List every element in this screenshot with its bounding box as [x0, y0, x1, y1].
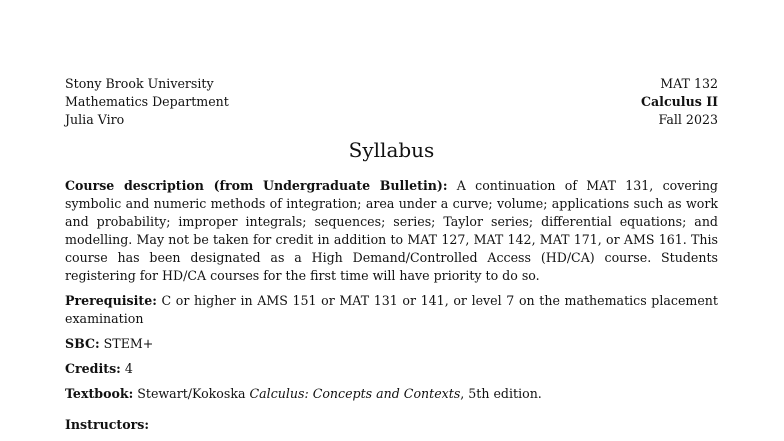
header-right: [641, 75, 718, 129]
sbc-label: SBC:: [65, 336, 100, 351]
university-name: Stony Brook University: [65, 76, 214, 91]
instructor-name: Julia Viro: [65, 112, 125, 127]
textbook-author: Stewart/Kokoska: [137, 386, 246, 401]
course-description: [65, 177, 718, 285]
prerequisite-text: C or higher in AMS 151 or MAT 131 or 141, or level 7 on the mathematics placement examination: [65, 293, 718, 326]
credits-label: Credits:: [65, 361, 121, 376]
course-name: Calculus II: [641, 94, 718, 109]
course-description-text: A continuation of MAT 131, covering symbolic and numeric methods of integration; area under a curve; volume; applications such as work and probability; improper integrals; sequences; series; Taylor series; differential equations; and modelling. May not be taken for credit in addition to MAT 127, MAT 142, MAT 171, or AMS 161. This course has been designated as a High Demand/Controlled Access (HD/CA) course. Students registering for HD/CA courses for the first time will have priority to do so.: [65, 178, 718, 283]
course-code: MAT 132: [660, 76, 718, 91]
textbook-edition: , 5th edition.: [460, 386, 542, 401]
prerequisite: [65, 292, 718, 328]
instructors: [65, 416, 718, 434]
sbc-text: STEM+: [103, 336, 154, 351]
department-name: Mathematics Department: [65, 94, 229, 109]
textbook-label: Textbook:: [65, 386, 134, 401]
page-title: Syllabus: [348, 138, 435, 162]
course-description-label: Course description (from Undergraduate Bulletin):: [65, 178, 448, 193]
term: Fall 2023: [658, 112, 718, 127]
document-header: [65, 75, 718, 129]
syllabus-page: [65, 75, 718, 441]
credits-text: 4: [124, 361, 133, 376]
prerequisite-label: Prerequisite:: [65, 293, 157, 308]
textbook-title: Calculus: Concepts and Contexts: [249, 386, 461, 401]
credits: [65, 360, 718, 378]
instructors-label: Instructors:: [65, 417, 150, 432]
header-left: [65, 75, 229, 129]
sbc: [65, 335, 718, 353]
textbook: [65, 385, 718, 403]
